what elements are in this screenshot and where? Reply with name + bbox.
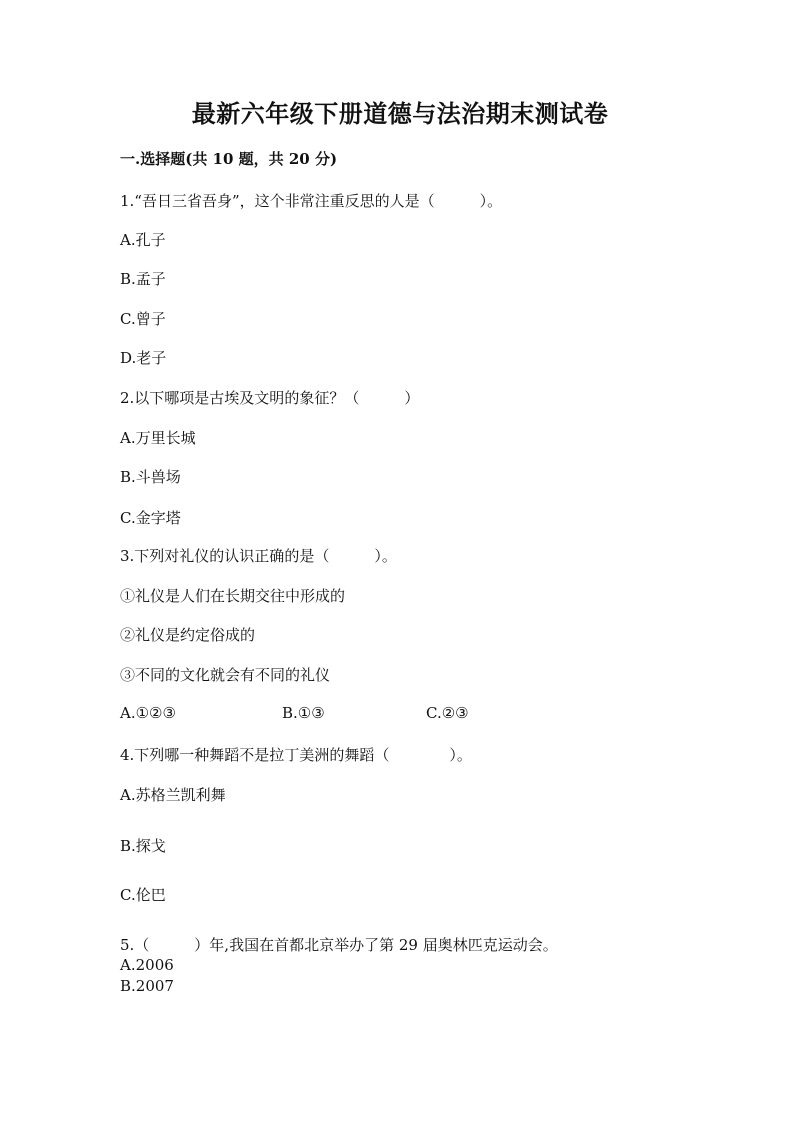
question-5-option-b: B.2007 xyxy=(120,977,174,995)
question-1-option-a: A.孔子 xyxy=(120,231,166,249)
question-2-option-a: A.万里长城 xyxy=(120,429,196,447)
question-1-option-d: D.老子 xyxy=(120,349,167,367)
question-3-stem: 3.下列对礼仪的认识正确的是（ ）。 xyxy=(120,547,397,565)
question-1-stem: 1.“吾日三省吾身”，这个非常注重反思的人是（ ）。 xyxy=(120,192,503,210)
question-3-statement-1: ①礼仪是人们在长期交往中形成的 xyxy=(120,587,346,605)
question-4-option-b: B.探戈 xyxy=(120,837,166,855)
page-title: 最新六年级下册道德与法治期末测试卷 xyxy=(191,99,609,128)
question-3-option-a: A.①②③ xyxy=(120,704,176,722)
question-5-option-a: A.2006 xyxy=(120,956,174,974)
question-3-option-c: C.②③ xyxy=(426,704,469,722)
question-1-option-c: C.曾子 xyxy=(120,310,166,328)
question-3-option-b: B.①③ xyxy=(282,704,325,722)
question-3-statement-2: ②礼仪是约定俗成的 xyxy=(120,626,256,644)
question-2-option-b: B.斗兽场 xyxy=(120,468,181,486)
question-1-option-b: B.孟子 xyxy=(120,270,166,288)
question-3-statement-3: ③不同的文化就会有不同的礼仪 xyxy=(120,666,331,684)
question-4-option-a: A.苏格兰凯利舞 xyxy=(120,786,226,804)
question-2-stem: 2.以下哪项是古埃及文明的象征？（ ） xyxy=(120,389,420,407)
question-4-stem: 4.下列哪一种舞蹈不是拉丁美洲的舞蹈（ ）。 xyxy=(120,746,472,764)
question-4-option-c: C.伦巴 xyxy=(120,886,166,904)
question-2-option-c: C.金字塔 xyxy=(120,509,181,527)
section-heading: 一.选择题(共 10 题，共 20 分) xyxy=(120,150,338,168)
question-5-stem: 5.（ ）年,我国在首都北京举办了第 29 届奥林匹克运动会。 xyxy=(120,936,558,954)
